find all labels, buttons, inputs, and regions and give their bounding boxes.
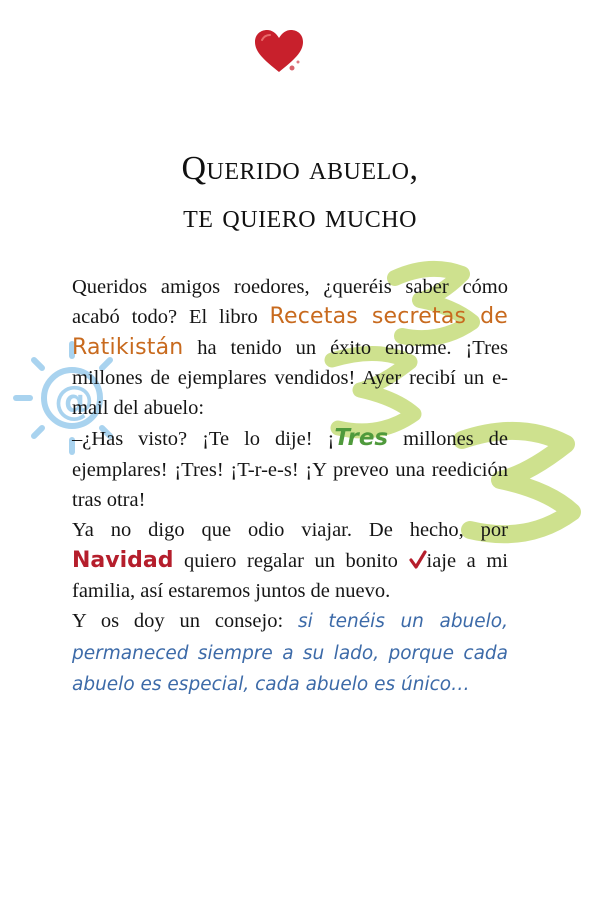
paragraph-2 [72, 423, 508, 515]
paragraph-3-intro: Ya no digo que odio viajar. De hecho, por [72, 519, 508, 542]
story-text [72, 272, 508, 700]
navidad-highlight: Navidad [72, 547, 174, 573]
book-title-highlight: Recetas secretas de Ratikistán [72, 304, 508, 360]
paragraph-3-middle: quiero regalar un bonito [173, 549, 409, 572]
advice-text: si tenéis un abuelo, permaneced siempre a su lado, porque cada abuelo es especial, cada abuelo es único… [72, 611, 509, 695]
check-mark-icon [409, 550, 427, 570]
paragraph-2-rest: millones de ejemplares! ¡Tres! ¡T-r-e-s! ¡Y preveo una reedición tras otra! [72, 428, 508, 512]
title-line-2: te quiero mucho [183, 198, 417, 235]
paragraph-3-rest: iaje a mi familia, así estaremos juntos de nuevo. [72, 549, 508, 602]
tres-highlight: Tres [334, 425, 389, 452]
title-line-1: Querido abuelo, [181, 150, 419, 187]
page-title [0, 145, 600, 241]
heart-icon [252, 28, 306, 74]
paragraph-4-intro: Y os doy un consejo: [72, 610, 298, 633]
svg-text:@: @ [54, 378, 94, 424]
paragraph-1-intro: Queridos amigos roedores, ¿queréis saber cómo acabó todo? El libro [72, 276, 508, 329]
paragraph-2-intro: –¿Has visto? ¡Te lo dije! ¡ [72, 428, 335, 451]
paragraph-3 [72, 515, 508, 606]
paragraph-4 [72, 606, 508, 700]
paragraph-1 [72, 272, 508, 423]
paragraph-1-rest: ha tenido un éxito enorme. ¡Tres millones de ejemplares vendidos! Ayer recibí un e-mail del abuelo: [72, 336, 508, 420]
